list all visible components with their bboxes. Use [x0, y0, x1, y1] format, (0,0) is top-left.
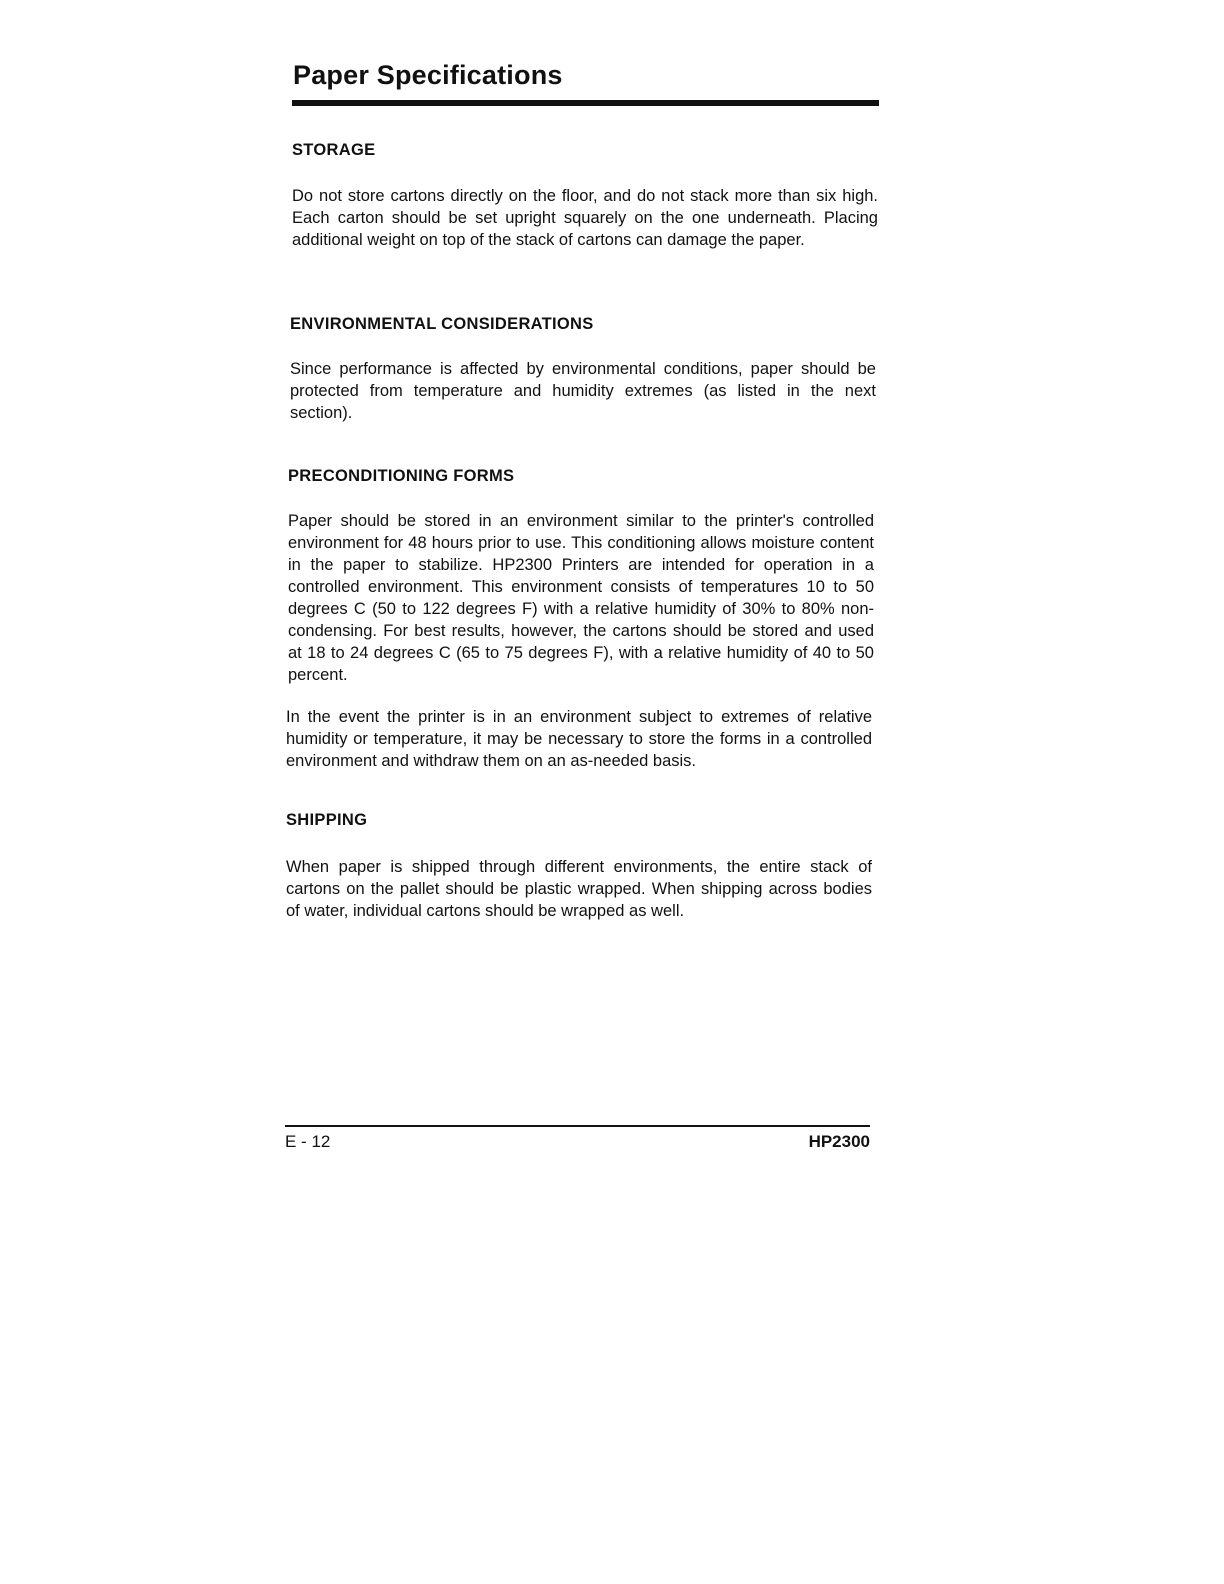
shipping-heading: SHIPPING: [286, 811, 368, 829]
shipping-paragraph: When paper is shipped through different environments, the entire stack of cartons on the pallet should be plastic wrapped. When shipping across bodies of water, individual cartons should be wrapped as well.: [286, 858, 872, 920]
environmental-paragraph: Since performance is affected by environmental conditions, paper should be protected from temperature and humidity extremes (as listed in the next section).: [290, 360, 876, 422]
preconditioning-heading: PRECONDITIONING FORMS: [288, 467, 515, 485]
page-title: Paper Specifications: [293, 60, 563, 90]
preconditioning-paragraph-2: In the event the printer is in an environment subject to extremes of relative humidity or temperature, it may be necessary to store the forms in a controlled environment and withdraw them on an as-needed basis.: [286, 708, 872, 770]
storage-heading: STORAGE: [292, 141, 376, 159]
storage-paragraph: Do not store cartons directly on the floor, and do not stack more than six high. Each carton should be set upright squarely on the one underneath. Placing additional weight on top of the stack of cartons can damage the paper.: [292, 187, 878, 249]
page-number: E - 12: [285, 1132, 331, 1151]
footer-rule: [285, 1125, 870, 1127]
environmental-heading: ENVIRONMENTAL CONSIDERATIONS: [290, 315, 594, 333]
title-rule: [292, 100, 879, 106]
model-name: HP2300: [808, 1132, 870, 1151]
preconditioning-paragraph-1: Paper should be stored in an environment similar to the printer's controlled environment for 48 hours prior to use. This conditioning allows moisture content in the paper to stabilize. HP2300 Printers are intended for operation in a controlled environment. This environment consists of temperatures 10 to 50 degrees C (50 to 122 degrees F) with a relative humidity of 30% to 80% non-condensing. For best results, however, the cartons should be stored and used at 18 to 24 degrees C (65 to 75 degrees F), with a relative humidity of 40 to 50 percent.: [288, 512, 874, 684]
